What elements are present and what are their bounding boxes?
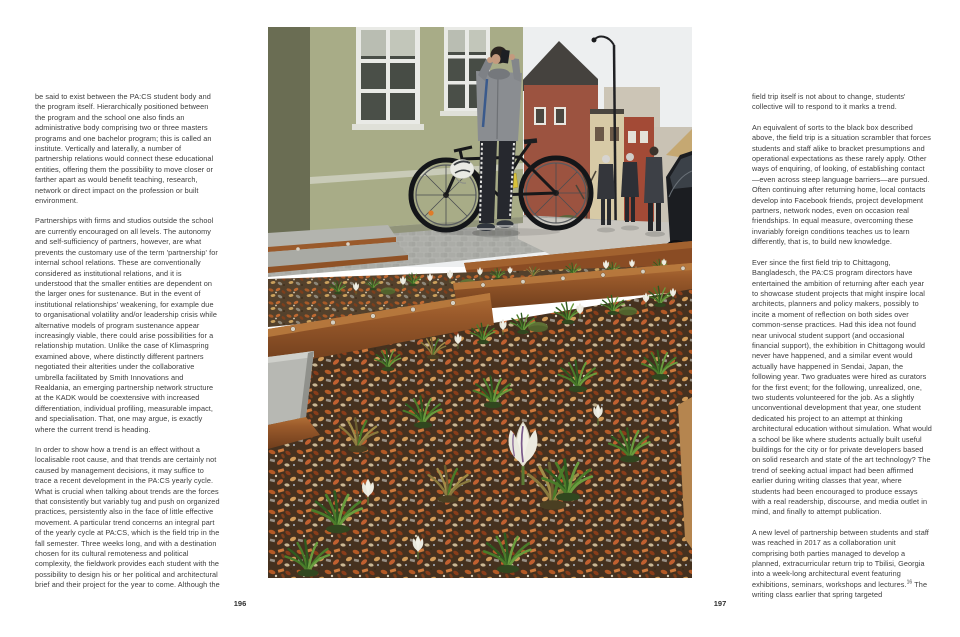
paragraph: Ever since the first field trip to Chittagong, Bangladesch, the PA:CS program directors have entertained the ambition of returning after each year to showcase student projects that might inspire local architects, planners and policy makers, possibly to incite a moment of reflection on both sides over common-sense practices. Had this idea not found near univocal student support (and occasional financial support), the exhibition in Chittagong would never have happened, and a similar event would actually have happened in Sendai, Japan, the following year. Two graduates were hired as curators for the first event; for the following, unrealized, one, two students volunteered for the job. As a slightly unconventional development that year, one student dedicated his project to an attempt at thinking architectural education without simulation. What would a school be like where students actually built useful buildings for the city or for private developers based on solid research and state of the art technology? The trend of seeking actual impact had been affirmed earlier during writing classes that year, where students had been encouraged to produce essays with a real readership, discourse, and media outlet in mind, and finally to attempt publication. [752, 257, 932, 517]
window [352, 27, 424, 130]
paragraph: In order to show how a trend is an effect without a localisable root cause, and that trends are certainly not caused by management decisions, it may suffice to trace a recent development in the PA:CS yearly cycle. What is crucial when talking about trends are the forces that consistently but variably tug and push on organized practices, persistently also in the face of little effective movement. A particular trend concerns an integral part of the yearly cycle at PA:CS, which is the field trip in the fall semester. Three weeks long, and with a destination chosen for its cultural remoteness and political complexity, the fieldwork provides each student with the possibility to design his or her political and architectural brief and their project for the year to come. Although the [35, 445, 220, 590]
left-page-text-column [35, 92, 220, 601]
footnote-marker: 16 [906, 579, 913, 586]
wheel-reflector [428, 210, 433, 215]
paragraph-text: The writing class earlier that spring targeted [752, 579, 928, 600]
page-number-left: 196 [233, 599, 247, 608]
paragraph: field trip itself is not about to change, students' collective will to respond to it marks a trend. [752, 92, 906, 112]
paragraph-with-footnote [752, 528, 932, 601]
paragraph: Partnerships with firms and studios outside the school are currently encouraged on all levels. The autonomy and self-sufficiency of partners, however, are what prevents the customary use of the term 'partnership' for internal school relations. These are conventionally considered as institutional relations, and it is understood that the smaller entities are dependent on the larger ones for sustenance. But in the event of institutional relationships' weakening, for example due to organisational volatility and/or leadership crisis while alternative models of program sustenance appear increasingly viable, there could arise possibilities for a relationship mutation. Unlike the case of Klimaspring examined above, where distinctly different partners negotiated their alterities under the collaborative umbrella facilitated by Smith Innovations and Realdania, an emerging partnership network structure at the KADK would be coextensive with increased differentiation, individual profiling, measurable impact, and specialisation. That, one may argue, is exactly where the current trend is heading. [35, 216, 218, 434]
paragraph: be said to exist between the PA:CS student body and the program itself. Hierarchically positioned between the program and the school one also finds an administrative body comprising two or three masters programs and one bachelor program; this is called an institute. Vertically and laterally, a number of partnership relations would connect these educational entities, offering them the possibility to move closer or farther apart as would benefit teaching, research, network or direct impact on the profession or built environment. [35, 92, 214, 206]
page-number-right: 197 [713, 599, 727, 608]
right-page-text-column [752, 92, 932, 611]
paragraph: An equivalent of sorts to the black box described above, the field trip is a situation scrambler that forces students and staff alike to bracket presumptions and operational expectations as these rarely apply. Other ways of enquiring, of looking, of establishing contact—even across steep language barriers—are pursued. Often continuing after returning home, local contacts develop into Facebook friends, project development partners, network nodes, even on occasion real friendships. In equal measure, overcoming these invariably foreign conditions teaches us to learn differently, that is, to build new knowledge. [752, 122, 932, 247]
street-photo [268, 27, 692, 578]
street-photo-illustration [268, 27, 692, 578]
paragraph-text: A new level of partnership between students and staff was reached in 2017 as a collaboration unit comprising both parties managed to develop a planned, extracurricular return trip to Tbilisi, Georgia into a week-long architectural event featuring exhibitions, seminars, workshops and lectures. [752, 527, 929, 589]
